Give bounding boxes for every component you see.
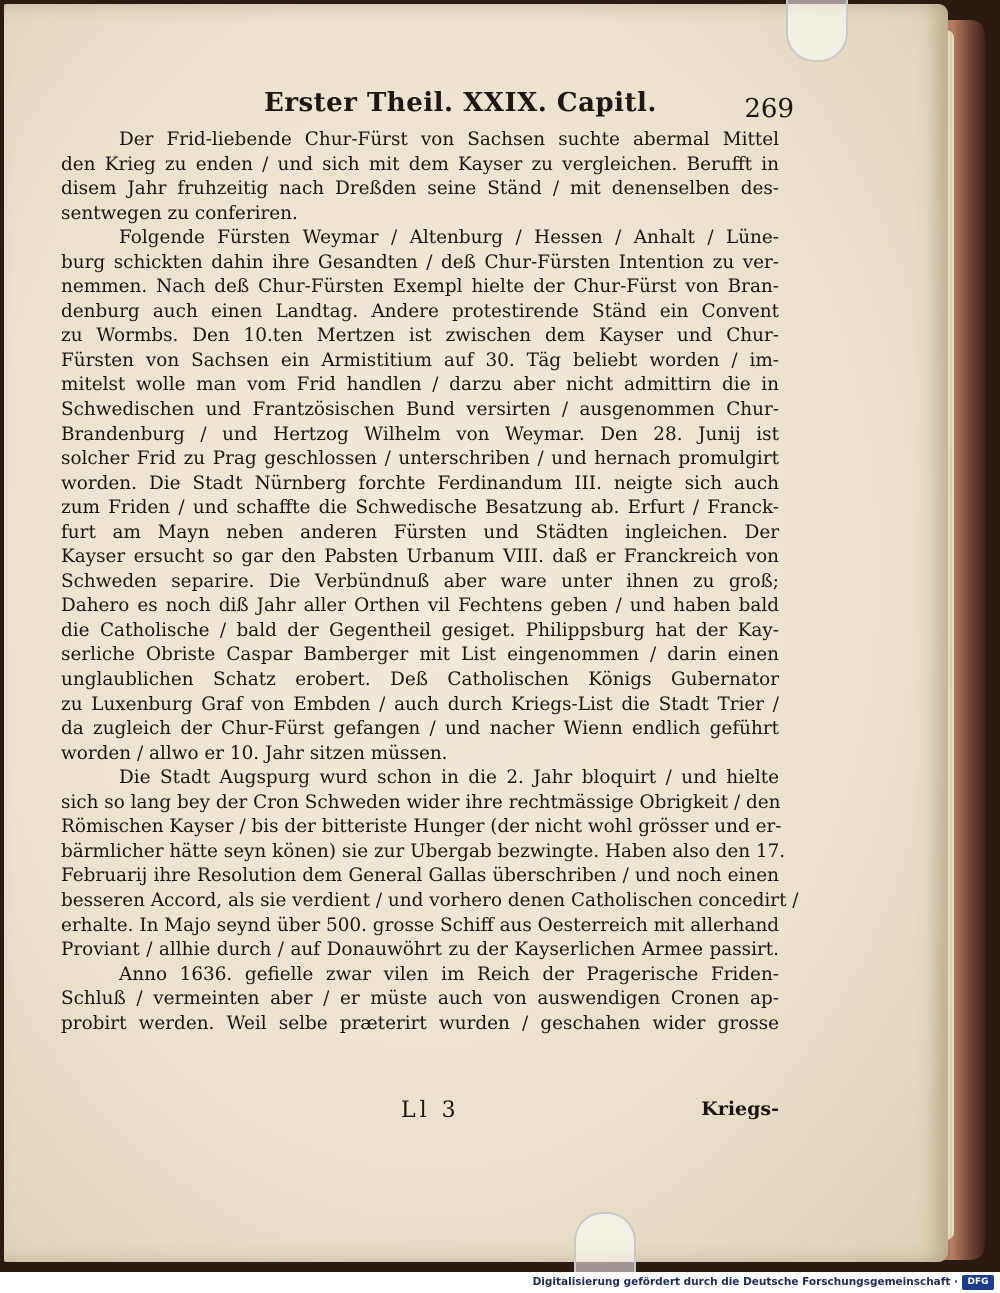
credit-bar [0,1272,1000,1293]
text-line: Februarij ihre Resolution dem General Gallas überschriben / und noch einen [61,865,779,887]
text-line: da zugleich der Chur-Fürst gefangen / und nacher Wienn endlich geführt [61,718,779,740]
text-line: Der Frid-liebende Chur-Fürst von Sachsen suchte abermal Mittel [119,129,779,150]
text-line: worden. Die Stadt Nürnberg forchte Ferdinandum III. neigte sich auch [61,472,779,494]
running-title: Erster Theil. XXIX. Capitl. [264,88,657,118]
text-line: Anno 1636. gefielle zwar vilen im Reich der Pragerische Friden- [119,963,779,985]
text-line: Folgende Fürsten Weymar / Altenburg / Hessen / Anhalt / Lüne- [119,227,779,249]
text-line: Fürsten von Sachsen ein Armistitium auf 30. Täg beliebt worden / im- [61,349,779,371]
text-line: sich so lang bey der Cron Schweden wider ihre rechtmässige Obrigkeit / den [61,791,781,813]
text-line: zum Friden / und schaffte die Schwedische Besatzung ab. Erfurt / Franck- [61,497,779,519]
text-line: erhalte. In Majo seynd über 500. grosse Schiff aus Oesterreich mit allerhand [61,914,780,936]
text-line: besseren Accord, als sie verdient / und vorhero denen Catholischen concedirt / [61,889,799,911]
text-line: bärmlicher hätte seyn könen) sie zur Ubergab bezwingte. Haben also den 17. [61,840,786,862]
funding-credit: Digitalisierung gefördert durch die Deutsche Forschungsgemeinschaft · [532,1276,958,1288]
page-number: 269 [744,94,794,124]
text-line: Römischen Kayser / bis der bitteriste Hunger (der nicht wohl grösser und er- [61,816,782,838]
signature-mark: Ll 3 [401,1098,460,1123]
text-line: serliche Obriste Caspar Bamberger mit List eingenommen / darin einen [61,644,779,666]
text-line: Schwedischen und Frantzösischen Bund versirten / ausgenommen Chur- [61,399,779,421]
dfg-logo: DFG [962,1275,994,1290]
text-line: burg schickten dahin ihre Gesandten / deß Chur-Fürsten Intention zu ver- [61,251,779,273]
text-line: zu Wormbs. Den 10.ten Mertzen ist zwischen dem Kayser und Chur- [61,325,779,347]
text-line: sentwegen zu conferiren. [61,202,298,224]
text-line: Schweden separire. Die Verbündnuß aber ware unter ihnen zu groß; [61,570,779,592]
text-line: probirt werden. Weil selbe præterirt wurden / geschahen wider grosse [61,1012,779,1034]
text-line: Proviant / allhie durch / auf Donauwöhrt zu der Kayserlichen Armee passirt. [61,939,779,961]
page-foot [61,1098,779,1128]
text-line: unglaublichen Schatz erobert. Deß Catholischen Königs Gubernator [61,669,779,691]
text-line: Kayser ersucht so gar den Pabsten Urbanum VIII. daß er Franckreich von [61,546,779,568]
text-line: disem Jahr fruhzeitig nach Dreßden seine Ständ / mit denenselben des- [61,178,779,200]
text-line: worden / allwo er 10. Jahr sitzen müssen. [61,742,448,764]
page-clip-bottom [574,1212,636,1274]
text-line: Brandenburg / und Hertzog Wilhelm von Weymar. Den 28. Junij ist [61,423,779,445]
text-line: zu Luxenburg Graf von Embden / auch durch Kriegs-List die Stadt Trier / [61,693,779,715]
text-line: die Catholische / bald der Gegentheil gesiget. Philippsburg hat der Kay- [61,619,779,641]
text-line: Die Stadt Augspurg wurd schon in die 2. Jahr bloquirt / und hielte [119,767,779,789]
page-text [61,128,799,1036]
text-line: nemmen. Nach deß Chur-Fürsten Exempl hielte der Chur-Fürst von Bran- [61,276,779,298]
text-line: den Krieg zu enden / und sich mit dem Kayser zu vergleichen. Berufft in [61,153,779,175]
text-line: Dahero es noch diß Jahr aller Orthen vil Fechtens geben / und haben bald [61,595,779,617]
text-line: denburg auch einen Landtag. Andere protestirende Ständ ein Convent [61,300,779,322]
running-head [64,84,794,128]
page-clip-top [786,0,848,62]
book-page [4,4,948,1262]
text-line: mitelst wolle man vom Frid handlen / darzu aber nicht admittirn die in [61,374,779,396]
text-line: solcher Frid zu Prag geschlossen / unterschriben / und hernach promulgirt [61,448,779,470]
text-line: furt am Mayn neben anderen Fürsten und Städten ingleichen. Der [61,521,779,543]
catchword: Kriegs- [701,1098,779,1120]
text-line: Schluß / vermeinten aber / er müste auch von auswendigen Cronen ap- [61,988,779,1010]
